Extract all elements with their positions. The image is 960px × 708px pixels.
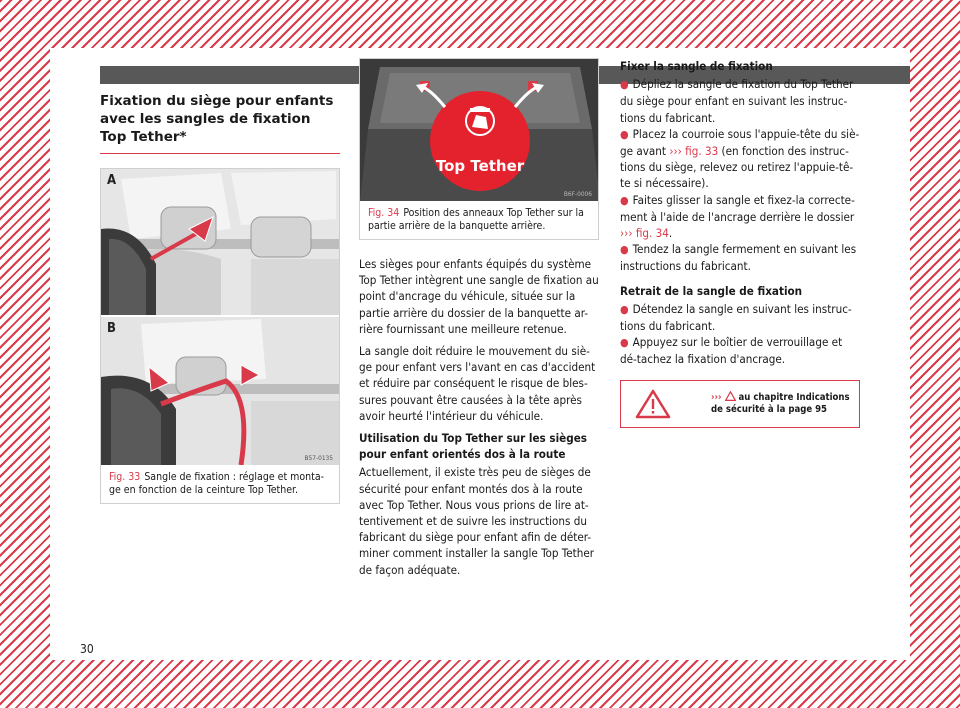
list-item (620, 76, 860, 126)
page-number: 30 (80, 642, 94, 656)
bullet-text: Faites glisser la sangle et fixez-la correcte-ment à l'aide de l'ancrage derrière le dossier (620, 192, 855, 224)
car-seat-illustration (101, 169, 339, 465)
trunk-illustration (360, 59, 598, 201)
warning-reference[interactable] (711, 391, 856, 416)
small-warning-icon (725, 391, 736, 401)
bullet-icon: ● (620, 193, 629, 207)
list-item (620, 192, 860, 242)
figure-33-image (101, 169, 339, 465)
subheading-rear-facing: Utilisation du Top Tether sur les sièges pour enfant orientés dos à la route (359, 431, 587, 462)
bullet-icon: ● (620, 336, 629, 350)
section-title: Fixation du siège pour enfants avec les sangles de fixation Top Tether* (100, 92, 340, 154)
figure-33-number[interactable]: Fig. 33 (109, 471, 141, 483)
list-item (620, 301, 860, 334)
list-item (620, 126, 860, 192)
top-tether-label: Top Tether (435, 157, 525, 175)
panel-label-b: B (107, 321, 116, 336)
middle-column (359, 58, 599, 584)
figure-34-code: B6F-0006 (563, 190, 592, 198)
fig-34-link[interactable]: ››› fig. 34 (620, 226, 669, 241)
panel-label-a: A (107, 173, 117, 188)
bullet-text: Dépliez la sangle de fixation du Top Tether du siège pour enfant en suivant les instruc-tions du fabricant. (620, 77, 854, 125)
bullet-icon: ● (620, 78, 629, 92)
right-column (620, 58, 860, 428)
warning-triangle-icon (635, 389, 671, 419)
bullet-icon: ● (620, 243, 629, 257)
list-item (620, 241, 860, 274)
bullet-text: (en fonction des instruc-tions du siège, relevez ou retirez l'appuie-tê-te si nécessaire). (620, 144, 854, 191)
bullet-text: Tendez la sangle fermement en suivant les instructions du fabricant. (620, 242, 857, 274)
fig-33-link[interactable]: ››› fig. 33 (669, 144, 719, 159)
bullet-text: Détendez la sangle en suivant les instruc-tions du fabricant. (620, 301, 852, 334)
figure-33-caption-text: Sangle de fixation : réglage et monta-ge en fonction de la ceinture Top Tether. (109, 471, 325, 496)
subheading-fix-strap: Fixer la sangle de fixation (620, 59, 773, 73)
paragraph-3: Actuellement, il existe très peu de sièges de sécurité pour enfant montés dos à la route avec Top Tether. Nous vous prions de lire at-tentivement et de suivre les instructions du fabricant du siège pour enfant afin de déter-miner comment installer la sangle Top Tether de façon adéquate. (359, 465, 595, 577)
figure-34-number[interactable]: Fig. 34 (368, 207, 400, 219)
manual-page (50, 48, 910, 660)
bullet-text: Appuyez sur le boîtier de verrouillage et dé-tachez la fixation d'ancrage. (620, 335, 843, 367)
paragraph-2: La sangle doit réduire le mouvement du siè-ge pour enfant vers l'avant en cas d'accident et réduire par conséquent le risque de bles-sures pouvant être causées à la tête après avoir heurté l'intérieur du véhicule. (359, 344, 596, 423)
bullet-text: . (668, 226, 673, 241)
bullet-icon: ● (620, 127, 629, 141)
paragraph-1: Les sièges pour enfants équipés du système Top Tether intègrent une sangle de fixation au point d'ancrage du véhicule, située sur la partie arrière du dossier de la banquette ar-rière fournissant une meilleure retenue. (359, 257, 599, 336)
figure-33-code: B57-0135 (304, 454, 333, 462)
figure-34-image (360, 59, 598, 201)
middle-text (359, 256, 599, 578)
safety-warning-box (620, 380, 860, 428)
subheading-remove-strap: Retrait de la sangle de fixation (620, 283, 803, 298)
bullet-icon: ● (620, 302, 629, 316)
figure-33-caption (101, 465, 339, 497)
figure-34-caption-text: Position des anneaux Top Tether sur la partie arrière de la banquette arrière. (368, 207, 584, 232)
figure-33 (100, 168, 340, 504)
left-column (100, 92, 340, 504)
figure-34 (359, 58, 599, 240)
reference-arrows: ››› (711, 391, 722, 403)
bullet-text: Placez la courroie sous l'appuie-tête du siè-ge avant (620, 126, 860, 159)
warning-text: au chapitre Indications de sécurité à la page 95 (711, 391, 850, 415)
list-item (620, 334, 860, 367)
figure-34-caption (360, 201, 598, 233)
